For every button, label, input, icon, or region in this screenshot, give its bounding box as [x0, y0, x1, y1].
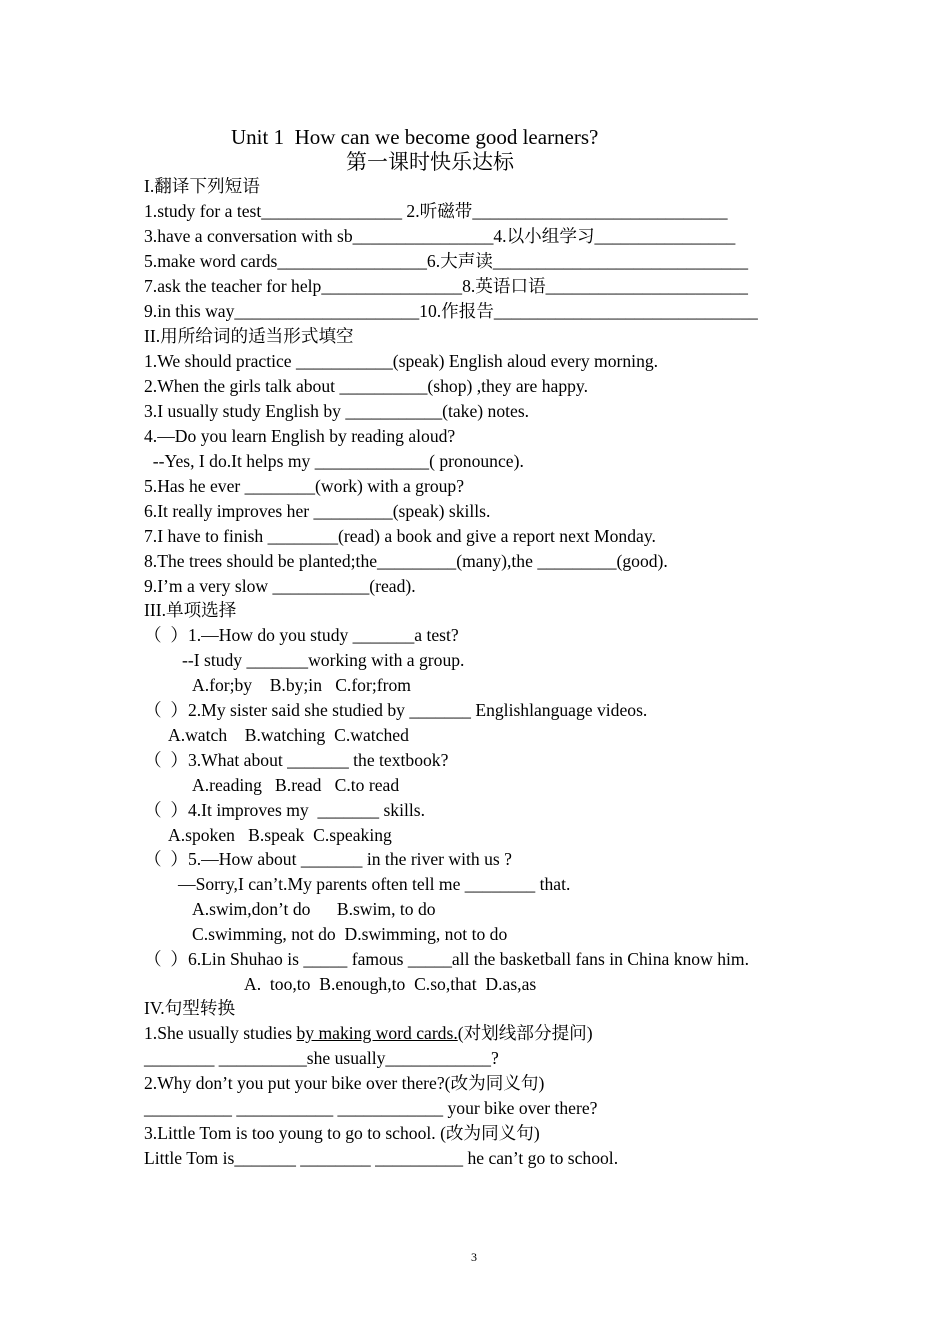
section-2-heading: II.用所给词的适当形式填空 — [144, 326, 354, 346]
transform-answer-2: __________ ___________ ____________ your bike over there? — [144, 1098, 598, 1118]
mc-question-6-options: A. too,to B.enough,to C.so,that D.as,as — [244, 974, 537, 994]
transform-question-1 — [144, 1022, 593, 1044]
mc-question-3-options: A.reading B.read C.to read — [192, 775, 400, 795]
sec2-line-3: 3.I usually study English by ___________(take) notes. — [144, 401, 530, 421]
page-number: 3 — [471, 1250, 477, 1264]
sec1-line-4: 7.ask the teacher for help________________8.英语口语_______________________ — [144, 276, 748, 296]
sec1-line-2: 3.have a conversation with sb________________4.以小组学习________________ — [144, 226, 736, 246]
transform-question-1-prefix: 1.She usually studies — [144, 1023, 297, 1043]
sec1-line-5: 9.in this way_____________________10.作报告______________________________ — [144, 301, 758, 321]
mc-question-4: （ ）4.It improves my _______ skills. — [144, 800, 426, 820]
mc-question-3: （ ）3.What about _______ the textbook? — [144, 750, 449, 770]
sec2-line-9: 8.The trees should be planted;the_________(many),the _________(good). — [144, 551, 668, 571]
mc-question-5-options-ab: A.swim,don’t do B.swim, to do — [192, 899, 436, 919]
mc-question-2: （ ）2.My sister said she studied by _______ Englishlanguage videos. — [144, 700, 648, 720]
mc-question-1-line-2: --I study _______working with a group. — [182, 650, 465, 670]
mc-question-6: （ ）6.Lin Shuhao is _____ famous _____all the basketball fans in China know him. — [144, 949, 749, 969]
sec2-line-1: 1.We should practice ___________(speak) English aloud every morning. — [144, 351, 659, 371]
mc-question-5-options-cd: C.swimming, not do D.swimming, not to do — [192, 924, 508, 944]
sec2-line-6: 5.Has he ever ________(work) with a group? — [144, 476, 465, 496]
section-4-heading: IV.句型转换 — [144, 998, 236, 1018]
transform-question-1-instruction: (对划线部分提问) — [457, 1023, 593, 1043]
sec1-line-3: 5.make word cards_________________6.大声读_____________________________ — [144, 251, 749, 271]
sec2-line-5: --Yes, I do.It helps my _____________( pronounce). — [144, 451, 524, 471]
sec2-line-4: 4.—Do you learn English by reading aloud? — [144, 426, 456, 446]
mc-question-2-options: A.watch B.watching C.watched — [168, 725, 409, 745]
transform-answer-3: Little Tom is_______ ________ __________ he can’t go to school. — [144, 1148, 619, 1168]
mc-question-5: （ ）5.—How about _______ in the river with us ? — [144, 849, 512, 869]
sec2-line-2: 2.When the girls talk about __________(shop) ,they are happy. — [144, 376, 588, 396]
underlined-phrase: by making word cards. — [296, 1023, 458, 1043]
transform-answer-1: ________ __________she usually____________? — [144, 1048, 499, 1068]
section-1-heading: I.翻译下列短语 — [144, 176, 260, 196]
mc-question-1: （ ）1.—How do you study _______a test? — [144, 625, 459, 645]
worksheet-subtitle: 第一课时快乐达标 — [346, 150, 514, 174]
worksheet-title: Unit 1 How can we become good learners? — [231, 125, 599, 149]
sec2-line-7: 6.It really improves her _________(speak) skills. — [144, 501, 491, 521]
sec1-line-1: 1.study for a test________________ 2.听磁带_____________________________ — [144, 201, 728, 221]
transform-question-2: 2.Why don’t you put your bike over there?(改为同义句) — [144, 1073, 545, 1093]
sec2-line-10: 9.I’m a very slow ___________(read). — [144, 576, 416, 596]
transform-question-3: 3.Little Tom is too young to go to school. (改为同义句) — [144, 1123, 540, 1143]
mc-question-1-options: A.for;by B.by;in C.for;from — [192, 675, 411, 695]
sec2-line-8: 7.I have to finish ________(read) a book and give a report next Monday. — [144, 526, 656, 546]
section-3-heading: III.单项选择 — [144, 600, 237, 620]
mc-question-5-line-2: —Sorry,I can’t.My parents often tell me ________ that. — [178, 874, 571, 894]
mc-question-4-options: A.spoken B.speak C.speaking — [168, 825, 392, 845]
